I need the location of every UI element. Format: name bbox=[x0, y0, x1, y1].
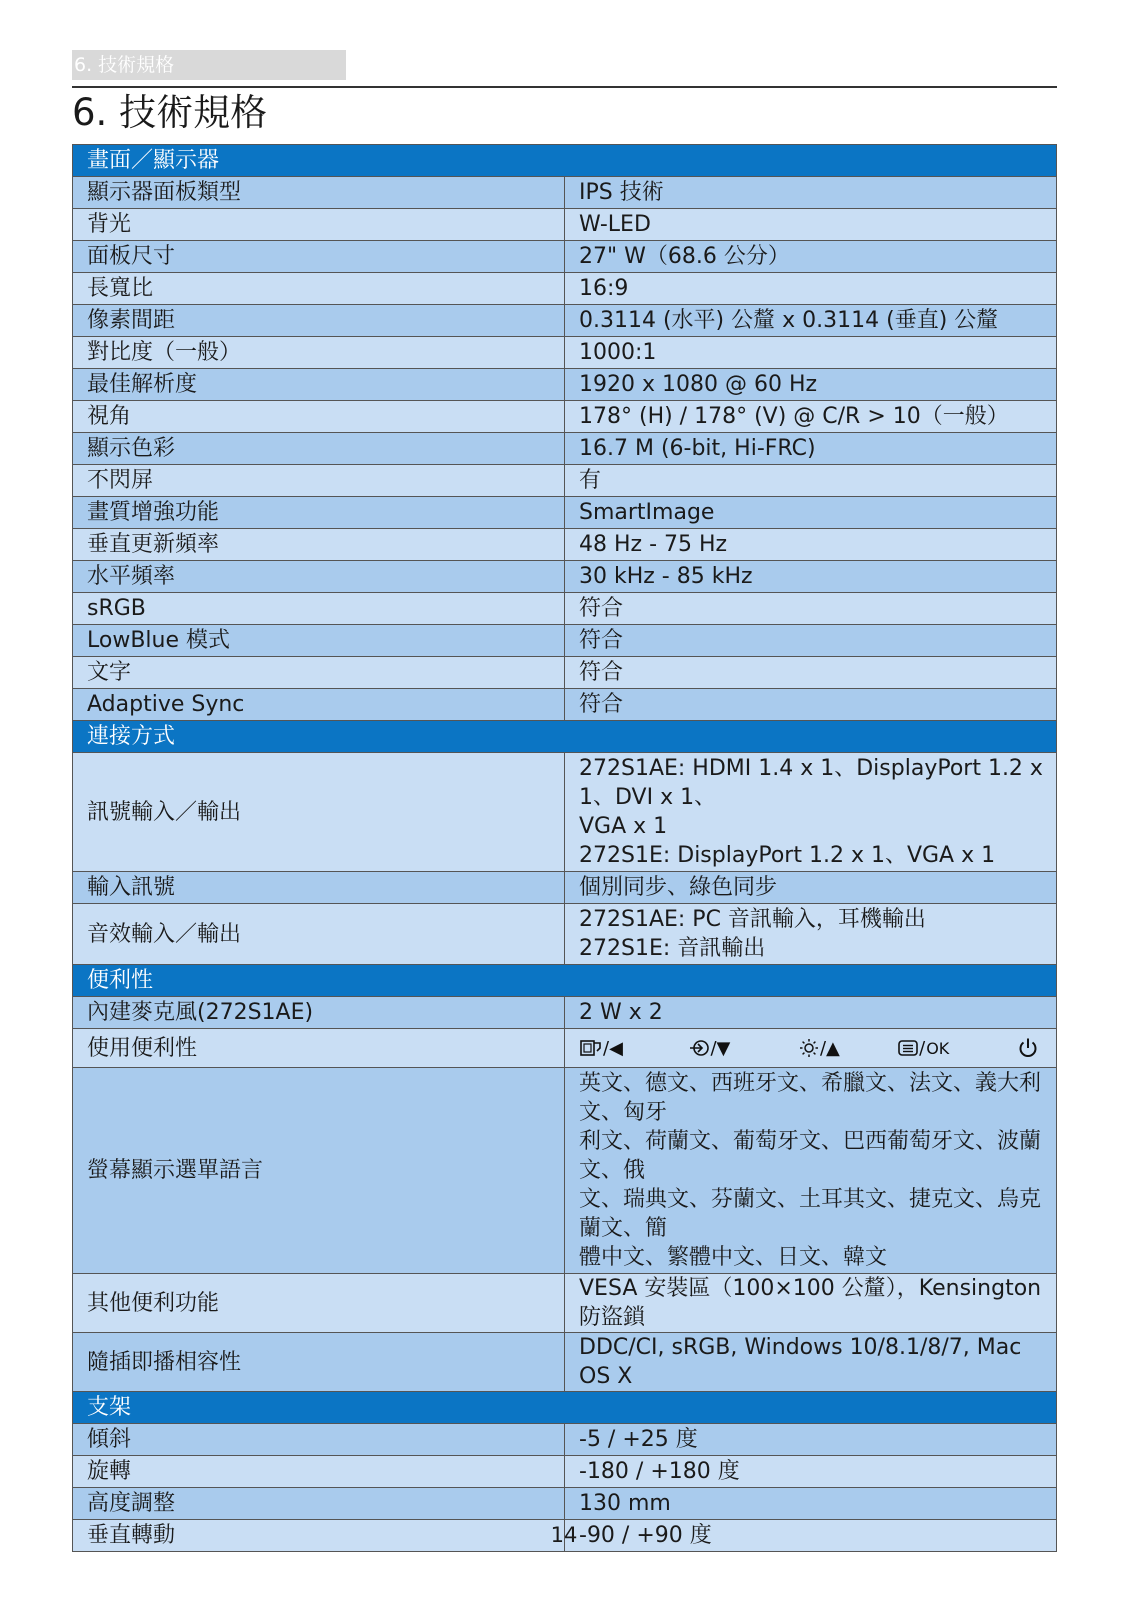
row-value: 符合 bbox=[565, 657, 1057, 689]
row-value: 符合 bbox=[565, 689, 1057, 721]
table-row bbox=[73, 593, 1057, 625]
brightness-icon bbox=[798, 1038, 820, 1058]
row-label: 高度調整 bbox=[73, 1488, 565, 1520]
row-value: 48 Hz - 75 Hz bbox=[565, 529, 1057, 561]
smartimage-icon bbox=[579, 1038, 603, 1058]
value-line: 272S1E: DisplayPort 1.2 x 1、VGA x 1 bbox=[579, 843, 996, 868]
row-value: 1000:1 bbox=[565, 337, 1057, 369]
value-line: VGA x 1 bbox=[579, 814, 668, 839]
row-label: 垂直更新頻率 bbox=[73, 529, 565, 561]
row-value: -180 / +180 度 bbox=[565, 1456, 1057, 1488]
row-value: 30 kHz - 85 kHz bbox=[565, 561, 1057, 593]
row-label: 文字 bbox=[73, 657, 565, 689]
table-row bbox=[73, 433, 1057, 465]
page-title: 6. 技術規格 bbox=[72, 91, 268, 134]
row-label: 訊號輸入／輸出 bbox=[73, 753, 565, 872]
row-label: 水平頻率 bbox=[73, 561, 565, 593]
key-power bbox=[1016, 1036, 1044, 1060]
row-label: 螢幕顯示選單語言 bbox=[73, 1068, 565, 1274]
table-row bbox=[73, 529, 1057, 561]
row-value: 27" W（68.6 公分） bbox=[565, 241, 1057, 273]
table-row bbox=[73, 209, 1057, 241]
row-label: 垂直轉動 bbox=[73, 1520, 565, 1552]
table-row bbox=[73, 872, 1057, 904]
row-label: 輸入訊號 bbox=[73, 872, 565, 904]
key-label: /▼ bbox=[710, 1037, 731, 1059]
running-header-tab: 6. 技術規格 bbox=[72, 50, 346, 80]
row-value: -90 / +90 度 bbox=[565, 1520, 1057, 1552]
row-label: 不閃屏 bbox=[73, 465, 565, 497]
table-row bbox=[73, 369, 1057, 401]
section-title: 連接方式 bbox=[73, 721, 1057, 753]
row-label: 內建麥克風(272S1AE) bbox=[73, 997, 565, 1029]
input-icon bbox=[688, 1038, 710, 1058]
row-label: 長寬比 bbox=[73, 273, 565, 305]
table-row bbox=[73, 997, 1057, 1029]
section-title: 畫面／顯示器 bbox=[73, 145, 1057, 177]
row-value: -5 / +25 度 bbox=[565, 1424, 1057, 1456]
row-value: 130 mm bbox=[565, 1488, 1057, 1520]
value-line: 文、瑞典文、芬蘭文、土耳其文、捷克文、烏克蘭文、簡 bbox=[579, 1187, 1042, 1241]
section-header-display bbox=[73, 145, 1057, 177]
key-menu bbox=[897, 1034, 1016, 1063]
row-value: VESA 安裝區（100×100 公釐），Kensington 防盜鎖 bbox=[565, 1274, 1057, 1333]
row-value: DDC/CI, sRGB, Windows 10/8.1/8/7, Mac OS X bbox=[565, 1333, 1057, 1392]
power-icon bbox=[1016, 1036, 1040, 1060]
value-line: 272S1AE: HDMI 1.4 x 1、DisplayPort 1.2 x 1、DVI x 1、 bbox=[579, 756, 1043, 810]
table-row bbox=[73, 273, 1057, 305]
key-label: /▲ bbox=[819, 1037, 840, 1059]
table-row bbox=[73, 561, 1057, 593]
row-label: 其他便利功能 bbox=[73, 1274, 565, 1333]
table-row bbox=[73, 1488, 1057, 1520]
row-label: 音效輸入／輸出 bbox=[73, 904, 565, 965]
table-row bbox=[73, 753, 1057, 872]
row-label: 旋轉 bbox=[73, 1456, 565, 1488]
row-value bbox=[565, 753, 1057, 872]
row-label: 傾斜 bbox=[73, 1424, 565, 1456]
row-value: W-LED bbox=[565, 209, 1057, 241]
row-value-keys bbox=[565, 1029, 1057, 1068]
table-row bbox=[73, 305, 1057, 337]
row-label: 視角 bbox=[73, 401, 565, 433]
control-keys bbox=[579, 1029, 1044, 1067]
row-value: 2 W x 2 bbox=[565, 997, 1057, 1029]
row-value: 符合 bbox=[565, 625, 1057, 657]
section-header-convenience bbox=[73, 965, 1057, 997]
section-header-connectivity bbox=[73, 721, 1057, 753]
row-value: 有 bbox=[565, 465, 1057, 497]
row-value: 0.3114 (水平) 公釐 x 0.3114 (垂直) 公釐 bbox=[565, 305, 1057, 337]
row-value: 16.7 M (6-bit, Hi-FRC) bbox=[565, 433, 1057, 465]
table-row bbox=[73, 904, 1057, 965]
row-label: 像素間距 bbox=[73, 305, 565, 337]
table-row bbox=[73, 689, 1057, 721]
row-label: 背光 bbox=[73, 209, 565, 241]
table-row bbox=[73, 1333, 1057, 1392]
row-value bbox=[565, 1068, 1057, 1274]
table-row bbox=[73, 241, 1057, 273]
key-brightness bbox=[798, 1034, 897, 1063]
key-label: / bbox=[919, 1037, 926, 1059]
row-label: Adaptive Sync bbox=[73, 689, 565, 721]
row-label: 顯示色彩 bbox=[73, 433, 565, 465]
section-title: 便利性 bbox=[73, 965, 1057, 997]
table-row bbox=[73, 1068, 1057, 1274]
table-row bbox=[73, 1029, 1057, 1068]
key-label: /◀ bbox=[603, 1037, 623, 1059]
row-label: LowBlue 模式 bbox=[73, 625, 565, 657]
row-value: 符合 bbox=[565, 593, 1057, 625]
table-row bbox=[73, 1456, 1057, 1488]
row-value: IPS 技術 bbox=[565, 177, 1057, 209]
table-row bbox=[73, 1424, 1057, 1456]
row-label: 畫質增強功能 bbox=[73, 497, 565, 529]
row-label: 顯示器面板類型 bbox=[73, 177, 565, 209]
row-value: 1920 x 1080 @ 60 Hz bbox=[565, 369, 1057, 401]
header-rule bbox=[72, 86, 1057, 88]
row-value bbox=[565, 904, 1057, 965]
table-row bbox=[73, 497, 1057, 529]
value-line: 272S1AE: PC 音訊輸入，耳機輸出 bbox=[579, 907, 926, 932]
table-row bbox=[73, 177, 1057, 209]
menu-icon bbox=[897, 1038, 919, 1058]
row-label: 面板尺寸 bbox=[73, 241, 565, 273]
row-label: sRGB bbox=[73, 593, 565, 625]
row-value: SmartImage bbox=[565, 497, 1057, 529]
row-label: 使用便利性 bbox=[73, 1029, 565, 1068]
value-line: 272S1E: 音訊輸出 bbox=[579, 936, 766, 961]
table-row bbox=[73, 401, 1057, 433]
row-value: 個別同步、綠色同步 bbox=[565, 872, 1057, 904]
section-title: 支架 bbox=[73, 1392, 1057, 1424]
value-line: 利文、荷蘭文、葡萄牙文、巴西葡萄牙文、波蘭文、俄 bbox=[579, 1129, 1042, 1183]
table-row bbox=[73, 625, 1057, 657]
table-row bbox=[73, 337, 1057, 369]
spec-table bbox=[72, 144, 1057, 1552]
table-row bbox=[73, 465, 1057, 497]
table-row bbox=[73, 1274, 1057, 1333]
value-line: 體中文、繁體中文、日文、韓文 bbox=[579, 1245, 888, 1270]
value-line: 英文、德文、西班牙文、希臘文、法文、義大利文、匈牙 bbox=[579, 1071, 1042, 1125]
section-header-stand bbox=[73, 1392, 1057, 1424]
key-smartimage bbox=[579, 1034, 688, 1063]
key-input bbox=[688, 1034, 797, 1063]
key-ok-label: OK bbox=[926, 1038, 950, 1058]
row-label: 隨插即播相容性 bbox=[73, 1333, 565, 1392]
table-row bbox=[73, 657, 1057, 689]
row-value: 16:9 bbox=[565, 273, 1057, 305]
row-label: 對比度（一般） bbox=[73, 337, 565, 369]
row-value: 178° (H) / 178° (V) @ C/R > 10（一般） bbox=[565, 401, 1057, 433]
row-label: 最佳解析度 bbox=[73, 369, 565, 401]
page-number: 14 bbox=[550, 1523, 578, 1547]
